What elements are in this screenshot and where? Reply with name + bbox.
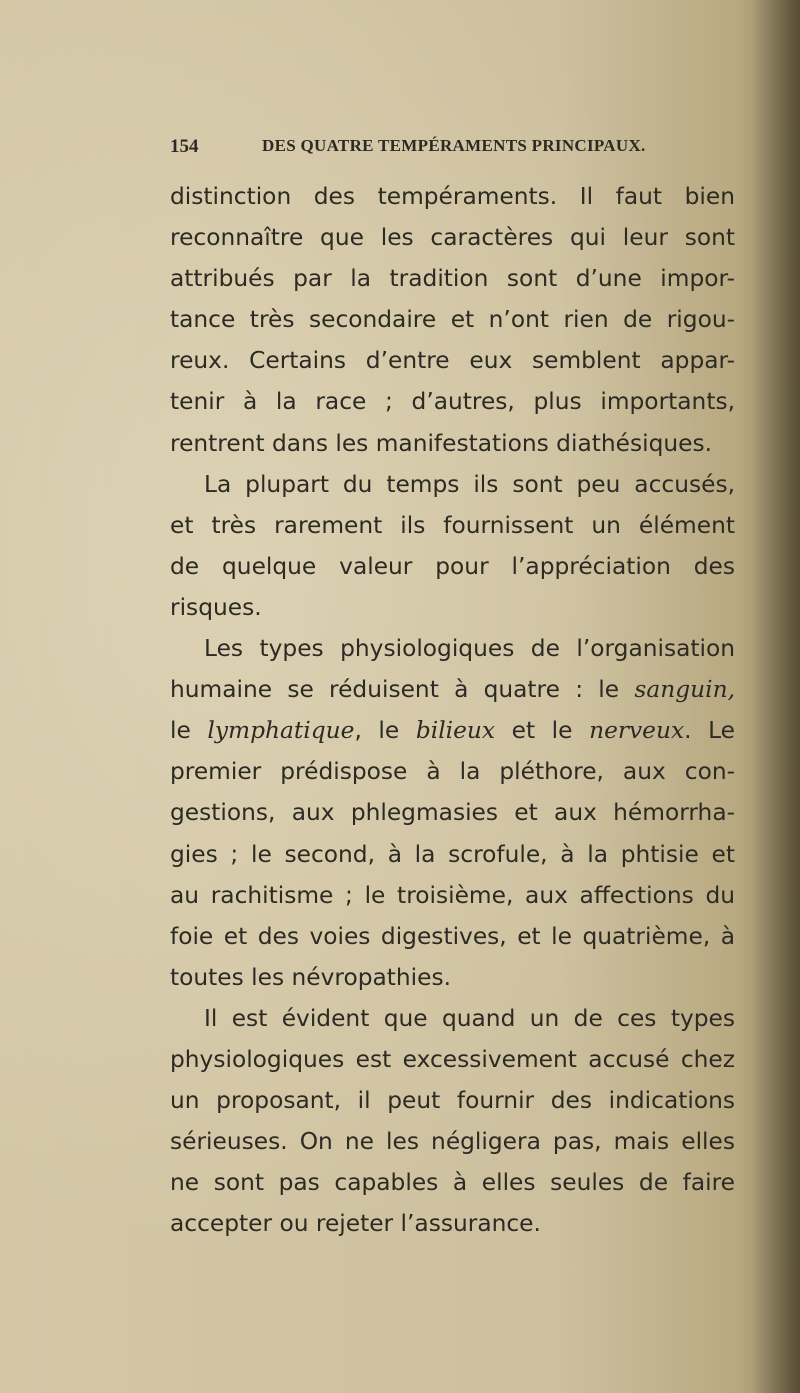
text-line: un proposant, il peut fournir des indications — [170, 1087, 735, 1115]
text-line: attribués par la tradition sont d’une impor- — [170, 265, 735, 293]
paragraph — [170, 628, 735, 998]
paragraph — [170, 998, 735, 1245]
text-line: tenir à la race ; d’autres, plus importants, — [170, 388, 735, 416]
paragraph — [170, 464, 735, 628]
text-line: foie et des voies digestives, et le quatrième, à — [170, 922, 735, 950]
text-line: tance très secondaire et n’ont rien de rigou- — [170, 306, 735, 334]
body-text — [170, 176, 735, 1244]
text-line: risques. — [170, 593, 262, 621]
page-header — [170, 136, 650, 166]
text-line: Les types physiologiques de l’organisation — [204, 635, 735, 663]
text-line: et très rarement ils fournissent un élément — [170, 511, 735, 539]
text-line: accepter ou rejeter l’assurance. — [170, 1210, 541, 1238]
text-line: ne sont pas capables à elles seules de faire — [170, 1169, 735, 1197]
paragraph — [170, 176, 735, 464]
text-line: rentrent dans les manifestations diathésiques. — [170, 429, 712, 457]
text-line: reconnaître que les caractères qui leur sont — [170, 224, 735, 252]
text-line: La plupart du temps ils sont peu accusés, — [204, 470, 735, 498]
page-number: 154 — [170, 136, 199, 157]
text-line: au rachitisme ; le troisième, aux affections du — [170, 881, 735, 909]
text-line: de quelque valeur pour l’appréciation des — [170, 552, 735, 580]
text-line: physiologiques est excessivement accusé chez — [170, 1045, 735, 1073]
text-line: reux. Certains d’entre eux semblent appar- — [170, 347, 735, 375]
italic-term: nerveux — [589, 717, 685, 745]
text-line: le lymphatique, le bilieux et le nerveux. Le — [170, 717, 736, 745]
page-edge-shadow — [752, 0, 800, 1393]
text-line: humaine se réduisent à quatre : le sanguin, — [170, 676, 735, 704]
text-line: premier prédispose à la pléthore, aux con- — [170, 758, 735, 786]
text-line: toutes les névropathies. — [170, 963, 452, 991]
italic-term: bilieux — [415, 717, 496, 745]
text-line: distinction des tempéraments. Il faut bien — [170, 183, 735, 210]
text-line: gies ; le second, à la scrofule, à la phtisie et — [170, 840, 735, 868]
text-line: Il est évident que quand un de ces types — [204, 1004, 735, 1032]
italic-term: lymphatique — [207, 717, 355, 745]
running-head: DES QUATRE TEMPÉRAMENTS PRINCIPAUX. — [262, 136, 646, 155]
text-line: gestions, aux phlegmasies et aux hémorrha- — [170, 799, 735, 827]
italic-term: sanguin, — [634, 676, 735, 704]
text-line: sérieuses. On ne les négligera pas, mais elles — [170, 1128, 735, 1156]
